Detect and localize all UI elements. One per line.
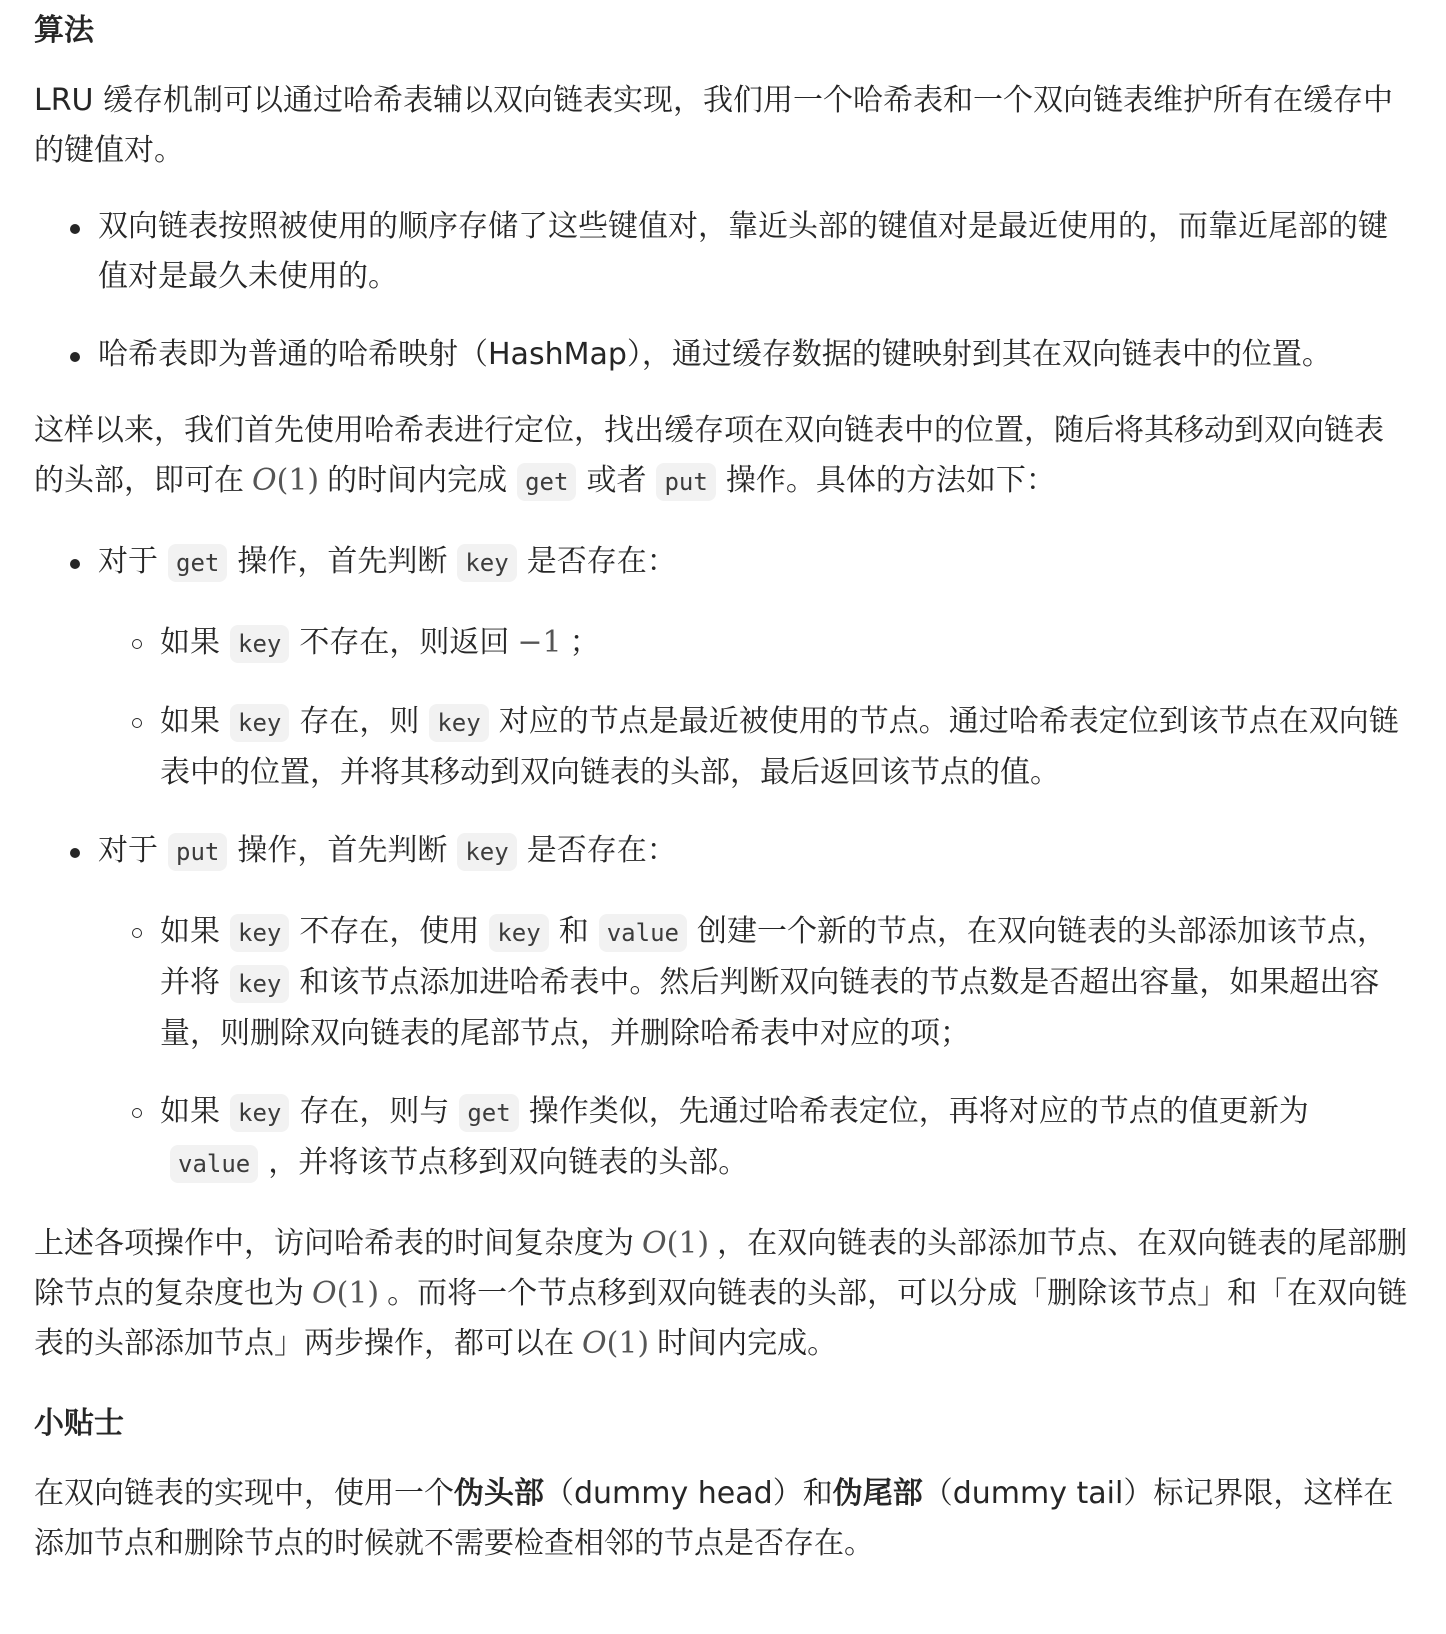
code-key: key [429,704,488,742]
list-item-linked-list: 双向链表按照被使用的顺序存储了这些键值对，靠近头部的键值对是最近使用的，而靠近尾部的键值对是最久未使用的。 [34,202,1408,302]
code-put: put [168,833,227,871]
code-key: key [230,1094,289,1132]
code-value: value [170,1145,258,1183]
math-o1: O(1) [582,1326,650,1361]
heading-tips: 小贴士 [34,1406,124,1441]
method-paragraph: 这样以来，我们首先使用哈希表进行定位，找出缓存项在双向链表中的位置，随后将其移动到双向链表的头部，即可在 O(1) 的时间内完成 get 或者 put 操作。具体的方法如下： [34,406,1408,507]
code-value: value [599,914,687,952]
math-o1: O(1) [252,463,320,498]
code-key: key [230,965,289,1003]
list-item-put: 对于 put 操作，首先判断 key 是否存在： 如果 key 不存在，使用 key 和 value 创建一个新的节点，在双向链表的头部添加该节点，并将 key 和该节点添加进哈希表中。然后判断双向链表的节点数是否超出容量，如果超出容量，则删除双向链表的尾部节点，并删除哈希表中对应的项； 如果 key 存在，则与 get 操作类似，先通过哈希表定位，再将对应的节点的值更新为value ，并将该节点移到双向链表的头部。 [34,826,1408,1189]
code-put: put [656,463,715,501]
bold-dummy-tail: 伪尾部 [832,1476,923,1511]
get-sublist [98,618,1408,798]
list-item-get: 对于 get 操作，首先判断 key 是否存在： 如果 key 不存在，则返回 −1 ； 如果 key 存在，则 key 对应的节点是最近被使用的节点。通过哈希表定位到该节点在双向链表中的位置，并将其移动到双向链表的头部，最后返回该节点的值。 [34,537,1408,798]
bold-dummy-head: 伪头部 [454,1476,544,1511]
math-o1: O(1) [312,1276,380,1311]
code-key: key [230,704,289,742]
math-minus-one: −1 [517,625,562,660]
code-get: get [459,1094,518,1132]
math-o1: O(1) [642,1226,710,1261]
heading-algorithm: 算法 [34,13,94,48]
list-item-hashmap: 哈希表即为普通的哈希映射（HashMap），通过缓存数据的键映射到其在双向链表中的位置。 [34,330,1408,380]
structure-list [34,202,1408,380]
code-get: get [517,463,576,501]
code-get: get [168,544,227,582]
complexity-paragraph: 上述各项操作中，访问哈希表的时间复杂度为 O(1) ，在双向链表的头部添加节点、在双向链表的尾部删除节点的复杂度也为 O(1) 。而将一个节点移到双向链表的头部，可以分成「删除该节点」和「在双向链表的头部添加节点」两步操作，都可以在 O(1) 时间内完成。 [34,1226,1408,1361]
code-key: key [457,544,516,582]
sublist-item-get-exists: 如果 key 存在，则 key 对应的节点是最近被使用的节点。通过哈希表定位到该节点在双向链表中的位置，并将其移动到双向链表的头部，最后返回该节点的值。 [34,697,1408,798]
sublist-item-get-missing: 如果 key 不存在，则返回 −1 ； [34,618,1408,669]
code-key: key [489,914,548,952]
code-key: key [230,914,289,952]
tips-paragraph: 在双向链表的实现中，使用一个伪头部（dummy head）和伪尾部（dummy tail）标记界限，这样在添加节点和删除节点的时候就不需要检查相邻的节点是否存在。 [34,1476,1394,1561]
code-key: key [457,833,516,871]
sublist-item-put-missing: 如果 key 不存在，使用 key 和 value 创建一个新的节点，在双向链表的头部添加该节点，并将 key 和该节点添加进哈希表中。然后判断双向链表的节点数是否超出容量，如果超出容量，则删除双向链表的尾部节点，并删除哈希表中对应的项； [34,907,1408,1059]
sublist-item-put-exists: 如果 key 存在，则与 get 操作类似，先通过哈希表定位，再将对应的节点的值更新为value ，并将该节点移到双向链表的头部。 [34,1087,1408,1189]
intro-paragraph: LRU 缓存机制可以通过哈希表辅以双向链表实现，我们用一个哈希表和一个双向链表维护所有在缓存中的键值对。 [34,83,1394,168]
put-sublist [98,907,1408,1189]
code-key: key [230,625,289,663]
operation-list [34,537,1408,1189]
